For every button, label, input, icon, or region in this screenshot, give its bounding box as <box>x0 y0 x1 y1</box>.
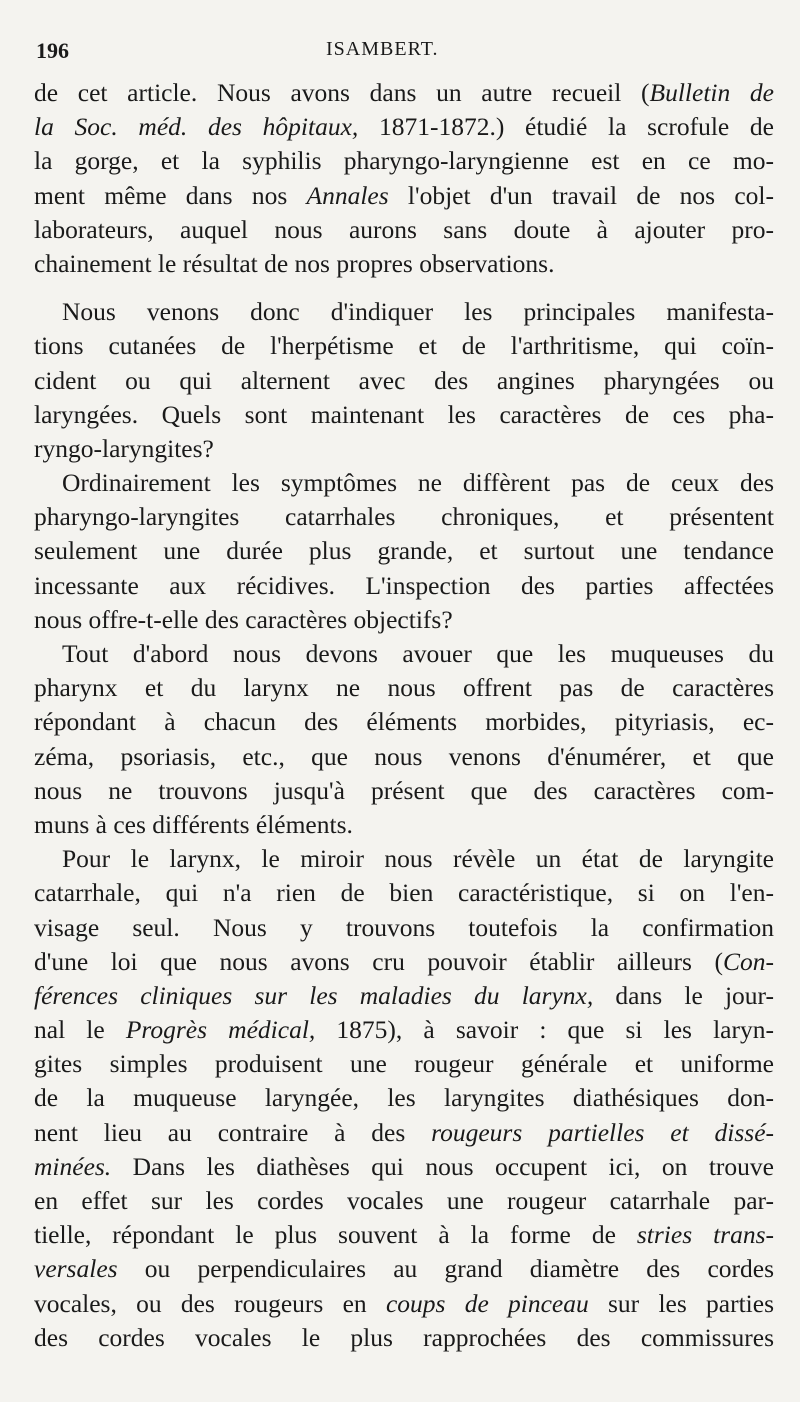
page-header <box>36 38 776 68</box>
text-segment: tielle, répondant le plus souvent à la forme de <box>34 1220 637 1250</box>
text-segment: pharyngo-laryngites catarrhales chroniques, et présentent <box>34 502 774 532</box>
italic-text: férences cliniques sur les maladies du larynx, <box>34 980 594 1010</box>
text-line <box>34 76 774 110</box>
text-segment: la gorge, et la syphilis pharyngo-laryngienne est en ce mo- <box>34 146 774 176</box>
italic-text: coups de pinceau <box>385 1288 589 1318</box>
text-segment: de cet article. Nous avons dans un autre recueil ( <box>34 78 650 107</box>
text-line <box>34 432 774 466</box>
text-line <box>34 534 774 568</box>
paragraph-gap <box>34 281 774 295</box>
text-line <box>34 842 774 876</box>
italic-text: la Soc. méd. des hôpitaux, <box>34 112 359 142</box>
text-segment: muns à ces différents éléments. <box>34 809 353 839</box>
text-segment: incessante aux récidives. L'inspection des parties affectées <box>34 570 774 600</box>
text-segment: Ordinairement les symptômes ne diffèrent pas de ceux des <box>62 468 774 498</box>
text-segment: de la muqueuse laryngée, les laryngites diathésiques don- <box>34 1083 774 1113</box>
text-segment: Nous venons donc d'indiquer les principales manifesta- <box>62 297 774 327</box>
text-line <box>34 1116 774 1150</box>
text-segment: en effet sur les cordes vocales une rougeur catarrhale par- <box>34 1186 774 1215</box>
text-segment: l'objet d'un travail de nos col- <box>388 180 774 210</box>
text-segment: des cordes vocales le plus rapprochées des commissures <box>34 1322 774 1352</box>
text-line <box>34 179 774 213</box>
text-line <box>34 144 774 178</box>
text-segment: Tout d'abord nous devons avouer que les muqueuses du <box>62 639 774 668</box>
page-number: 196 <box>36 38 69 63</box>
italic-text: versales <box>34 1254 118 1284</box>
text-segment: 1871-1872.) étudié la scrofule de <box>358 112 774 142</box>
text-segment: gites simples produisent une rougeur générale et uniforme <box>34 1049 774 1079</box>
text-segment: seulement une durée plus grande, et surtout une tendance <box>34 536 774 566</box>
text-line <box>34 1287 774 1321</box>
text-segment: sur les parties <box>588 1288 774 1318</box>
text-segment: ou perpendiculaires au grand diamètre des cordes <box>117 1254 774 1284</box>
text-line <box>34 876 774 910</box>
text-line <box>34 500 774 534</box>
text-segment: 1875), à savoir : que si les laryn- <box>315 1015 774 1045</box>
text-line <box>34 364 774 398</box>
running-head: ISAMBERT. <box>326 38 439 60</box>
text-line <box>34 740 774 774</box>
text-segment: Dans les diathèses qui nous occupent ici, on trouve <box>111 1151 774 1181</box>
text-segment: dans le jour- <box>593 980 774 1010</box>
text-segment: nal le <box>34 1015 126 1045</box>
text-segment: répondant à chacun des éléments morbides, pityriasis, ec- <box>34 707 774 737</box>
text-line <box>34 1047 774 1081</box>
text-segment: nent lieu au contraire à des <box>34 1117 432 1147</box>
text-line <box>34 979 774 1013</box>
text-segment: Pour le larynx, le miroir nous révèle un état de laryngite <box>62 844 774 874</box>
text-segment: pharynx et du larynx ne nous offrent pas de caractères <box>34 673 774 703</box>
text-line <box>34 569 774 603</box>
text-segment: vocales, ou des rougeurs en <box>34 1288 386 1318</box>
text-segment: catarrhale, qui n'a rien de bien caractéristique, si on l'en- <box>34 878 774 908</box>
text-line <box>34 1150 774 1184</box>
text-line <box>34 1081 774 1115</box>
text-line <box>34 1184 774 1218</box>
text-line <box>34 1218 774 1252</box>
text-segment: nous offre-t-elle des caractères objectifs? <box>34 604 453 634</box>
text-segment: chainement le résultat de nos propres observations. <box>34 248 555 278</box>
text-line <box>34 247 774 281</box>
text-line <box>34 945 774 979</box>
text-line <box>34 808 774 842</box>
body-text <box>34 76 774 1355</box>
text-segment: nous ne trouvons jusqu'à présent que des caractères com- <box>34 775 774 805</box>
italic-text: stries trans- <box>636 1220 774 1250</box>
text-line <box>34 295 774 329</box>
text-line <box>34 637 774 671</box>
text-segment: laryngées. Quels sont maintenant les caractères de ces pha- <box>34 399 774 429</box>
italic-text: Bulletin de <box>649 78 774 107</box>
text-segment: ryngo-laryngites? <box>34 433 214 463</box>
text-segment: zéma, psoriasis, etc., que nous venons d'énumérer, et que <box>34 741 774 771</box>
italic-text: Progrès médical, <box>125 1015 316 1045</box>
text-line <box>34 329 774 363</box>
text-line <box>34 705 774 739</box>
text-line <box>34 1252 774 1286</box>
text-line <box>34 466 774 500</box>
text-line <box>34 1321 774 1355</box>
text-segment: visage seul. Nous y trouvons toutefois la confirmation <box>34 912 774 942</box>
italic-text: rougeurs partielles et dissé- <box>431 1117 774 1147</box>
text-line <box>34 774 774 808</box>
text-line <box>34 911 774 945</box>
text-line <box>34 110 774 144</box>
text-line <box>34 398 774 432</box>
italic-text: Con- <box>723 946 774 976</box>
text-line <box>34 213 774 247</box>
text-segment: cident ou qui alternent avec des angines pharyngées ou <box>34 365 774 395</box>
italic-text: Annales <box>306 180 389 210</box>
italic-text: minées. <box>34 1151 112 1181</box>
text-segment: ment même dans nos <box>34 180 307 210</box>
text-segment: laborateurs, auquel nous aurons sans doute à ajouter pro- <box>34 214 774 244</box>
text-line <box>34 603 774 637</box>
text-line <box>34 1013 774 1047</box>
text-line <box>34 671 774 705</box>
text-segment: d'une loi que nous avons cru pouvoir établir ailleurs ( <box>34 946 723 976</box>
text-segment: tions cutanées de l'herpétisme et de l'arthritisme, qui coïn- <box>34 331 774 361</box>
